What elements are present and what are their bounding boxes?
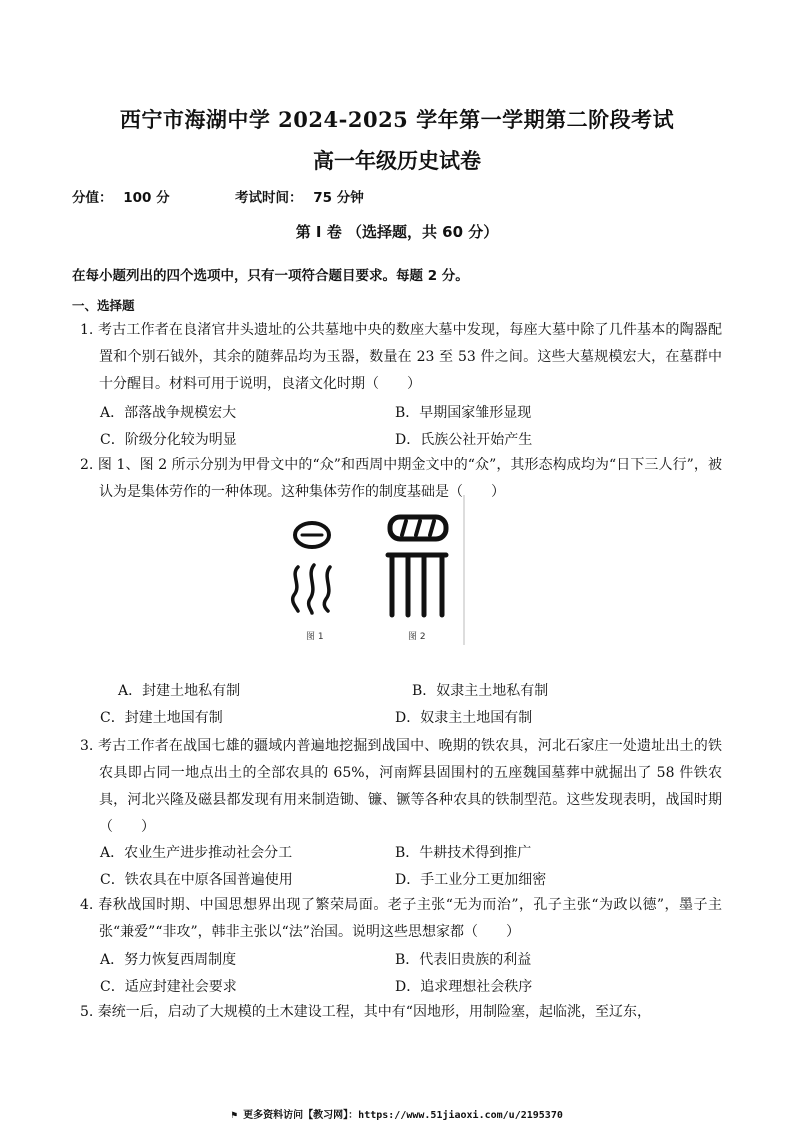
question-stem: 4. 春秋战国时期、中国思想界出现了繁荣局面。老子主张“无为而治”，孔子主张“为政以德”，墨子主张“兼爱”“非攻”，韩非主张以“法”治国。说明这些思想家都（ ） [80, 897, 722, 940]
option-d[interactable]: D．奴隶主土地国有制 [395, 710, 533, 726]
option-d[interactable]: D．追求理想社会秩序 [395, 979, 533, 995]
question-4 [80, 892, 722, 946]
section-title: 第 Ⅰ 卷 （选择题，共 60 分） [295, 223, 499, 241]
option-d[interactable]: D．氏族公社开始产生 [395, 432, 533, 448]
exam-subtitle: 高一年级历史试卷 [313, 148, 481, 173]
question-5 [80, 999, 722, 1026]
option-c[interactable]: C．阶级分化较为明显 [100, 432, 237, 448]
option-c[interactable]: C．封建土地国有制 [100, 710, 223, 726]
time-label: 考试时间： [235, 190, 303, 206]
flag-icon: ⚑ [231, 1110, 238, 1121]
option-b[interactable]: B．奴隶主土地私有制 [412, 683, 549, 699]
question-stem: 2. 图 1、图 2 所示分别为甲骨文中的“众”和西周中期金文中的“众”，其形态构成均为“日下三人行”，被认为是集体劳作的一种体现。这种集体劳作的制度基础是（ ） [80, 457, 722, 500]
option-c[interactable]: C．适应封建社会要求 [100, 979, 237, 995]
option-a[interactable]: A．封建土地私有制 [118, 683, 241, 699]
instruction: 在每小题列出的四个选项中，只有一项符合题目要求。每题 2 分。 [72, 268, 469, 284]
score-label: 分值： [72, 190, 113, 206]
option-a[interactable]: A．部落战争规模宏大 [100, 405, 237, 421]
option-d[interactable]: D．手工业分工更加细密 [395, 872, 547, 888]
exam-meta [72, 186, 370, 206]
option-b[interactable]: B．牛耕技术得到推广 [395, 845, 532, 861]
score-value: 100 分 [123, 190, 170, 206]
question-1 [80, 317, 722, 398]
question-stem: 3. 考古工作者在战国七雄的疆域内普遍地挖掘到战国中、晚期的铁农具，河北石家庄一处遗址出土的铁农具即占同一地点出土的全部农具的 65%，河南辉县固围村的五座魏国墓葬中就掘出了 58 件铁农具，河北兴隆及磁县都发现有用来制造锄、镰、镢等各种农具的铁制型范。这些发现表明，战国时期（ ） [80, 738, 722, 835]
question-2-figure [268, 495, 468, 655]
option-a[interactable]: A．农业生产进步推动社会分工 [100, 845, 293, 861]
part-heading: 一、选择题 [72, 298, 135, 313]
question-3 [80, 733, 722, 841]
figure-1-label: 图 1 [306, 632, 324, 642]
time-value: 75 分钟 [313, 190, 364, 206]
question-stem: 1. 考古工作者在良渚官井头遗址的公共墓地中央的数座大墓中发现，每座大墓中除了几件基本的陶器配置和个别石钺外，其余的随葬品均为玉器，数量在 23 至 53 件之间。这些大墓规模宏大，在墓群中十分醒目。材料可用于说明，良渚文化时期（ ） [80, 322, 722, 392]
figure-2-label: 图 2 [408, 632, 426, 642]
option-a[interactable]: A．努力恢复西周制度 [100, 952, 237, 968]
option-b[interactable]: B．早期国家雏形显现 [395, 405, 532, 421]
oracle-bone-characters-image [268, 495, 468, 655]
footer-link[interactable] [0, 1106, 794, 1121]
option-c[interactable]: C．铁农具在中原各国普遍使用 [100, 872, 293, 888]
option-b[interactable]: B．代表旧贵族的利益 [395, 952, 532, 968]
question-stem: 5. 秦统一后，启动了大规模的土木建设工程，其中有“因地形，用制险塞，起临洮，至辽东， [80, 1004, 651, 1020]
footer-text: 更多资料访问【教习网】：https://www.51jiaoxi.com/u/2195370 [243, 1110, 563, 1121]
exam-title: 西宁市海湖中学 2024-2025 学年第一学期第二阶段考试 [119, 107, 675, 132]
